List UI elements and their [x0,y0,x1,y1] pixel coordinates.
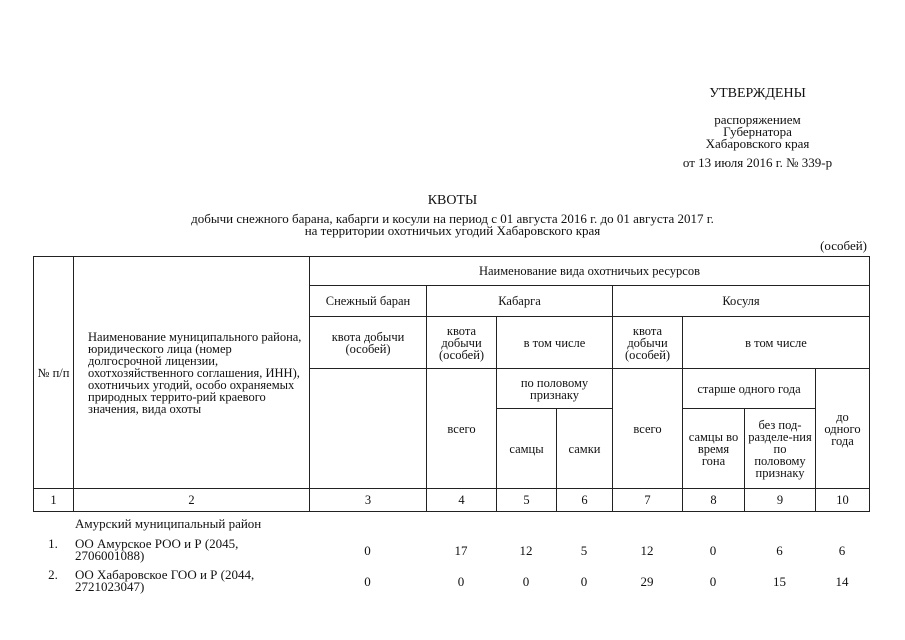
header-musk-including: в том числе [497,317,613,369]
table-row [33,569,879,595]
quota-table [33,256,870,512]
column-number-row [34,489,870,512]
header-row-number: № п/п [34,257,74,489]
header-older-than-one: старше одного года [683,369,816,409]
value-roe-total: 12 [640,543,654,558]
table-row [33,538,879,564]
header-roe-total: всего [613,369,683,489]
column-number: 1 [34,489,74,512]
column-number: 2 [74,489,310,512]
header-musk-total: всего [427,369,497,489]
document-title: КВОТЫ [427,193,478,208]
column-number: 6 [557,489,613,512]
column-number: 9 [745,489,816,512]
row-name: ОО Амурское РОО и Р (2045, 2706001088) [75,536,239,563]
header-musk-deer: Кабарга [427,286,613,317]
value-musk-total: 17 [454,543,468,558]
approval-block [650,88,865,169]
header-no-sex: без под-разделе-ния по половому признаку [745,409,816,489]
header-by-sex: по половому признаку [497,369,613,409]
column-number: 7 [613,489,683,512]
value-roe-no-sex: 15 [773,574,786,589]
units-label: (особей) [820,238,867,253]
value-roe-no-sex: 6 [776,543,783,558]
header-males-rut: самцы во время гона [683,409,745,489]
value-roe-under-one: 14 [835,574,849,589]
header-musk-quota: квота добычи (особей) [427,317,497,369]
approval-line-1: распоряжением [714,112,801,127]
value-roe-males-rut: 0 [709,574,717,589]
approval-date: от 13 июля 2016 г. № 339-р [682,155,833,170]
header-roe-deer: Косуля [613,286,870,317]
header-name: Наименование муниципального района, юридического лица (номер долгосрочной лицензии, охотхозяйственного соглашения, ИНН), охотничьих угодий, особо охраняемых природных террито-рий краевого значения, вида охоты [74,257,310,489]
value-musk-males: 12 [519,543,533,558]
header-roe-quota: квота добычи (особей) [613,317,683,369]
approval-line-2: Губернатора [723,124,792,139]
header-sheep-blank [310,369,427,489]
region-heading: Амурский муниципальный район [75,516,262,531]
subtitle-line-1: добычи снежного барана, кабарги и косули на период с 01 августа 2016 г. до 01 августа 2017 г. [191,211,714,226]
header-sheep-quota: квота добычи (особей) [310,317,427,369]
value-musk-total: 0 [457,574,465,589]
row-number: 1. [48,536,58,551]
column-number: 10 [816,489,870,512]
value-musk-females: 0 [580,574,588,589]
approval-line-3: Хабаровского края [705,136,810,151]
header-roe-including: в том числе [683,317,870,369]
header-males: самцы [497,409,557,489]
value-musk-males: 0 [522,574,530,589]
column-number: 8 [683,489,745,512]
document-subtitle [0,213,905,237]
header-under-one: до одного года [816,369,870,489]
column-number: 4 [427,489,497,512]
column-number: 5 [497,489,557,512]
value-roe-males-rut: 0 [709,543,717,558]
subtitle-line-2: на территории охотничьих угодий Хабаровского края [304,223,601,238]
column-number: 3 [310,489,427,512]
header-resource-group: Наименование вида охотничьих ресурсов [310,257,870,286]
row-name: ОО Хабаровское ГОО и Р (2044, 2721023047) [75,567,255,594]
value-roe-under-one: 6 [838,543,846,558]
value-roe-total: 29 [640,574,654,589]
value-sheep-quota: 0 [364,574,371,589]
header-females: самки [557,409,613,489]
approval-heading: УТВЕРЖДЕНЫ [709,86,806,101]
header-snow-sheep: Снежный баран [310,286,427,317]
value-sheep-quota: 0 [364,543,371,558]
value-musk-females: 5 [580,543,588,558]
row-number: 2. [48,567,58,582]
